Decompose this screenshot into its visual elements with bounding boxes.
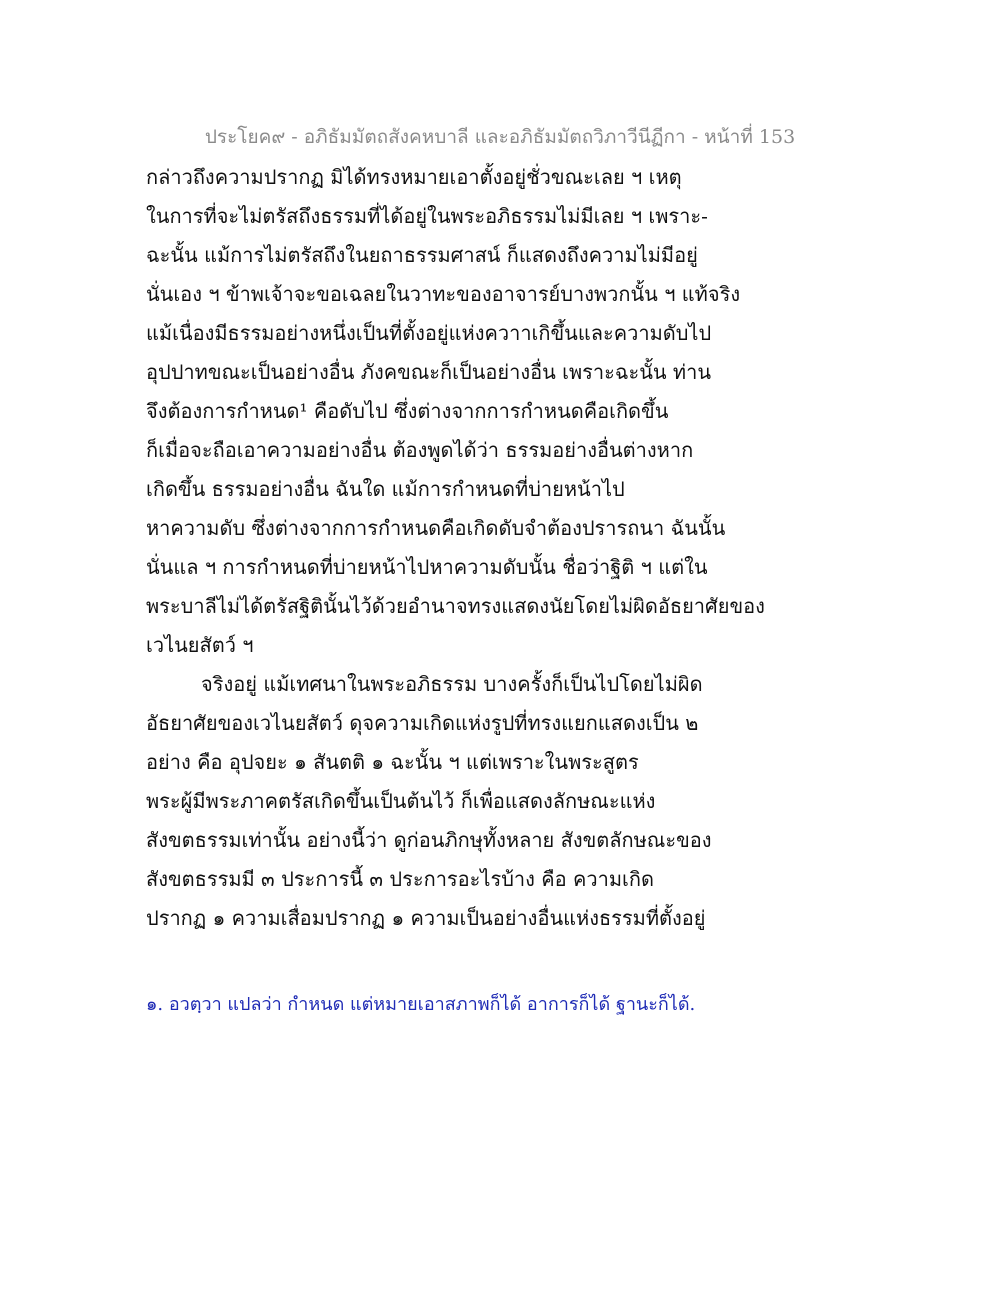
body-line: เกิดขึ้น ธรรมอย่างอื่น ฉันใด แม้การกำหนดที่บ่ายหน้าไป: [146, 477, 625, 501]
body-line: สังขตธรรมเท่านั้น อย่างนี้ว่า ดูก่อนภิกษุทั้งหลาย สังขตลักษณะของ: [146, 828, 712, 852]
body-line: พระผู้มีพระภาคตรัสเกิดขึ้นเป็นต้นไว้ ก็เพื่อแสดงลักษณะแห่ง: [146, 789, 656, 813]
body-line: นั่นเอง ฯ ข้าพเจ้าจะขอเฉลยในวาทะของอาจารย์บางพวกนั้น ฯ แท้จริง: [146, 282, 741, 306]
body-text: [146, 158, 846, 938]
body-line: แม้เนื่องมีธรรมอย่างหนึ่งเป็นที่ตั้งอยู่แห่งควาาเกิขึ้นและความดับไป: [146, 321, 712, 345]
body-line: อย่าง คือ อุปจยะ ๑ สันตติ ๑ ฉะนั้น ฯ แต่เพราะในพระสูตร: [146, 750, 639, 774]
body-line: ก็เมื่อจะถือเอาความอย่างอื่น ต้องพูดได้ว่า ธรรมอย่างอื่นต่างหาก: [146, 438, 694, 462]
body-line: หาความดับ ซึ่งต่างจากการกำหนดคือเกิดดับจำต้องปรารถนา ฉันนั้น: [146, 516, 726, 540]
body-line: อุปปาทขณะเป็นอย่างอื่น ภังคขณะก็เป็นอย่างอื่น เพราะฉะนั้น ท่าน: [146, 360, 712, 384]
body-line: เวไนยสัตว์ ฯ: [146, 633, 254, 657]
body-line: ปรากฏ ๑ ความเสื่อมปรากฏ ๑ ความเป็นอย่างอื่นแห่งธรรมที่ตั้งอยู่: [146, 906, 706, 930]
body-line: ในการที่จะไม่ตรัสถึงธรรมที่ได้อยู่ในพระอภิธรรมไม่มีเลย ฯ เพราะ-: [146, 204, 708, 228]
body-line: นั่นแล ฯ การกำหนดที่บ่ายหน้าไปหาความดับนั้น ชื่อว่าฐิติ ฯ แต่ใน: [146, 555, 708, 579]
page-header: ประโยค๙ - อภิธัมมัตถสังคหบาลี และอภิธัมมัตถวิภาวีนีฏีกา - หน้าที่ 153: [204, 126, 796, 148]
body-line: ฉะนั้น แม้การไม่ตรัสถึงในยถาธรรมศาสน์ ก็แสดงถึงความไม่มีอยู่: [146, 243, 698, 267]
body-line: สังขตธรรมมี ๓ ประการนี้ ๓ ประการอะไรบ้าง คือ ความเกิด: [146, 867, 654, 891]
body-line: อัธยาศัยของเวไนยสัตว์ ดุจความเกิดแห่งรูปที่ทรงแยกแสดงเป็น ๒: [146, 711, 699, 735]
body-line: กล่าวถึงความปรากฏ มิได้ทรงหมายเอาตั้งอยู่ชั่วขณะเลย ฯ เหตุ: [146, 165, 682, 189]
paragraph-start-line: จริงอยู่ แม้เทศนาในพระอภิธรรม บางครั้งก็เป็นไปโดยไม่ผิด: [201, 672, 703, 696]
body-line: พระบาลีไม่ได้ตรัสฐิตินั้นไว้ด้วยอำนาจทรงแสดงนัยโดยไม่ผิดอัธยาศัยของ: [146, 594, 765, 618]
body-line: จึงต้องการกำหนด¹ คือดับไป ซึ่งต่างจากการกำหนดคือเกิดขึ้น: [146, 399, 669, 423]
footnote: ๑. อวตฺวา แปลว่า กำหนด แต่หมายเอาสภาพก็ได้ อาการก็ได้ ฐานะก็ได้.: [146, 994, 696, 1015]
